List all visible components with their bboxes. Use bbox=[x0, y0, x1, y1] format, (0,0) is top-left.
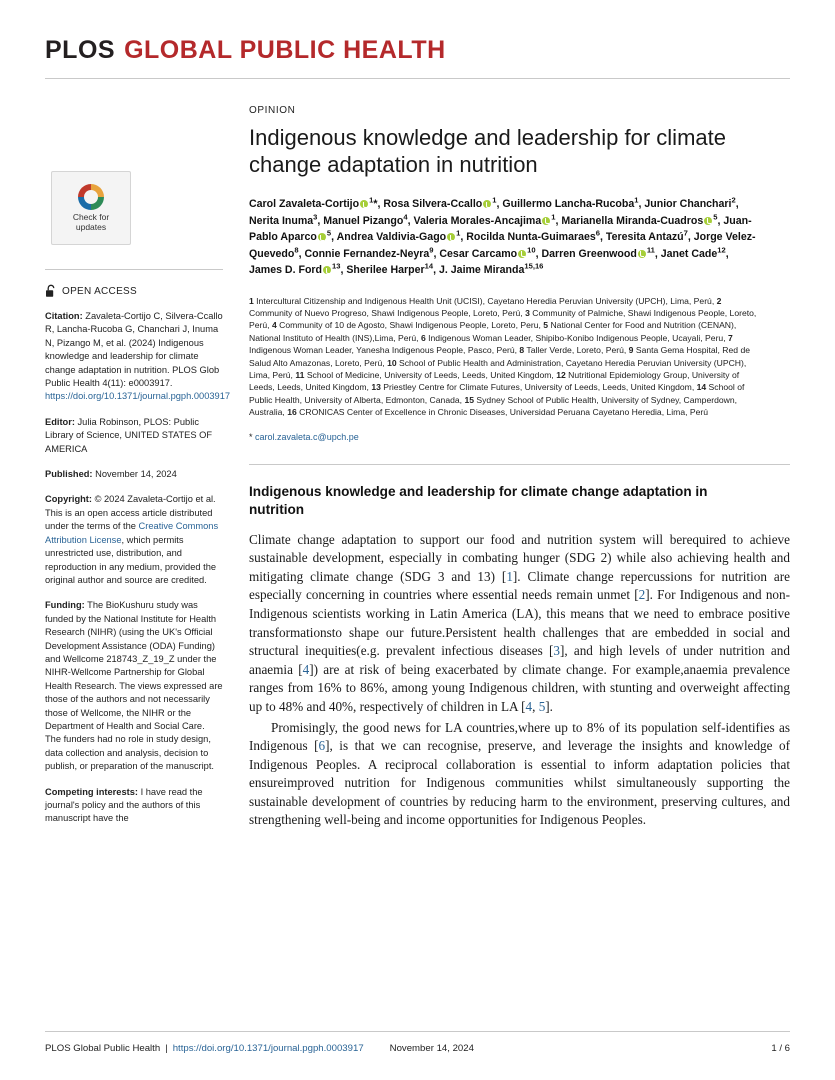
license-link[interactable]: Creative Commons Attribution License bbox=[45, 521, 219, 545]
orcid-icon[interactable] bbox=[318, 233, 326, 241]
funding-block bbox=[45, 599, 223, 773]
author-list: Carol Zavaleta-Cortijo $^1$*, Rosa Silvera-Ccallo $^1$, Guillermo Lancha-Rucoba$^1$, Junior Chanchari$^2$, Nerita Inuma$^3$, Manuel Pizango$^4$, Valeria Morales-Ancajima $^1$, Marianella Miranda-Cuadros $^5$, Juan-Pablo Aparco $^5$, Andrea Valdivia-Gago $^1$, Rocilda Nunta-Guimaraes$^6$, Teresita Antazú$^7$, Jorge Velez-Quevedo$^8$, Connie Fernandez-Neyra$^9$, Cesar Carcamo $^{10}$, Darren Greenwood $^{11}$, Janet Cade$^{12}$, James D. Ford $^{13}$, Sherilee Harper$^{14}$, J. Jaime Miranda$^{15,16}$ bbox=[249, 195, 756, 276]
orcid-icon[interactable] bbox=[323, 266, 331, 274]
footer-doi-link[interactable]: https://doi.org/10.1371/journal.pgph.0003917 bbox=[172, 1043, 364, 1054]
crossmark-icon bbox=[78, 184, 104, 210]
masthead-plos: PLOS bbox=[45, 36, 116, 64]
paragraph-1: Climate change adaptation to support our food and nutrition system will berequired to achieve sustainable development, especially in combating hunger (SDG 2) while also achieving health and mitigating climate change (SDG 3 and 13) [1]. Climate change repercussions for nutrition are especially concerning in countries where essential needs remain unmet [2]. For Indigenous and non-Indigenous scientists working in Latin America (LA), this means that we need to embrace positive transformationsto shape our future.Persistent health challenges that are embedded in social and structural inequities(e.g. prevalent infectious diseases [3], and high levels of under nutrition and anaemia [4]) are at risk of being exacerbated by climate change. For example,anaemia prevalence ranges from 16% to 86%, among young Indigenous children, with stunting and overweight affecting up to 48% and 40%, respectively of children in LA [4, 5]. bbox=[249, 531, 790, 714]
editor-text: Julia Robinson, PLOS: Public Library of Science, UNITED STATES OF AMERICA bbox=[45, 416, 213, 454]
orcid-icon[interactable] bbox=[638, 250, 646, 258]
check-for-updates-badge[interactable] bbox=[51, 171, 131, 245]
page-footer bbox=[45, 1043, 790, 1054]
open-access-banner bbox=[45, 284, 223, 298]
orcid-icon[interactable] bbox=[483, 200, 491, 208]
orcid-icon[interactable] bbox=[518, 250, 526, 258]
orcid-icon[interactable] bbox=[360, 200, 368, 208]
section-heading: Indigenous knowledge and leadership for climate change adaptation in nutrition bbox=[249, 483, 708, 517]
page-title: Indigenous knowledge and leadership for climate change adaptation in nutrition bbox=[249, 125, 726, 177]
badge-line2: updates bbox=[75, 222, 107, 232]
page-body bbox=[45, 105, 790, 830]
orcid-icon[interactable] bbox=[447, 233, 455, 241]
published-text: November 14, 2024 bbox=[92, 469, 177, 480]
article-type-label: OPINION bbox=[249, 105, 296, 116]
reference-link[interactable]: 4 bbox=[525, 698, 533, 714]
reference-link[interactable]: 5 bbox=[538, 698, 546, 714]
article-divider bbox=[249, 464, 790, 465]
copyright-label: Copyright: bbox=[45, 494, 92, 505]
orcid-icon[interactable] bbox=[542, 217, 550, 225]
reference-link[interactable]: 3 bbox=[553, 643, 560, 659]
copyright-text-post: , which permits unrestricted use, distribution, and reproduction in any medium, provided the original author and source are credited. bbox=[45, 534, 217, 585]
citation-text: Zavaleta-Cortijo C, Silvera-Ccallo R, Lancha-Rucoba G, Chanchari J, Inuma N, Pizango M, et al. (2024) Indigenous knowledge and leadership for climate change adaptation in nutrition. PLOS Glob Public Health 4(11): e0003917. bbox=[45, 311, 223, 389]
article-body bbox=[249, 531, 790, 831]
copyright-text-pre: © 2024 Zavaleta-Cortijo et al. This is an open access article distributed under the terms of the bbox=[45, 494, 216, 532]
reference-link[interactable]: 1 bbox=[506, 568, 513, 584]
footer-date: November 14, 2024 bbox=[389, 1043, 474, 1054]
editor-label: Editor: bbox=[45, 416, 75, 427]
corresponding-author bbox=[249, 432, 790, 442]
sidebar-column bbox=[45, 105, 241, 830]
citation-block bbox=[45, 310, 231, 404]
article-column bbox=[241, 105, 790, 830]
lock-open-icon bbox=[45, 284, 57, 298]
footer-page-number: 1 / 6 bbox=[771, 1043, 790, 1054]
badge-line1: Check for bbox=[72, 212, 110, 222]
footer-divider bbox=[45, 1031, 790, 1032]
competing-interests-block bbox=[45, 786, 223, 826]
citation-doi-link[interactable]: https://doi.org/10.1371/journal.pgph.0003917 bbox=[45, 391, 231, 402]
affiliations-list: 1 Intercultural Citizenship and Indigenous Health Unit (UCISI), Cayetano Heredia Peruvian University (UPCH), Lima, Perú, 2 Community of Nuevo Progreso, Shawi Indigenous People, Loreto, Perú, 3 Community of Palmiche, Shawi Indigenous People, Loreto, Perú, 4 Community of 10 de Agosto, Shawi Indigenous People, Loreto, Peru, 5 National Center for Food and Nutrition (CENAN), National Instituto of Health (INS),Lima, Perú, 6 Indigenous Woman Leader, Shipibo-Konibo Indigenous People, Ucayali, Peru, 7 Indigenous Woman Leader, Yanesha Indigenous People, Pasco, Perú, 8 Taller Verde, Loreto, Perú, 9 Santa Gema Hospital, Red de Salud Alto Amazonas, Loreto, Perú, 10 School of Public Health and Administration, Cayetano Heredia Peruvian University (UPCH), Lima, Perú, 11 School of Medicine, University of Leeds, Leeds, United Kingdom, 12 Nutritional Epidemiology Group, University of Leeds, Leeds, United Kingdom, 13 Priestley Centre for Climate Futures, University of Leeds, Leeds, United Kingdom, 14 School of Public Health, University of Alberta, Edmonton, Canada, 15 Sydney School of Public Health, University of Sydney, Camperdown, Australia, 16 CRONICAS Center of Excellence in Chronic Diseases, Universidad Peruana Cayetano Heredia, Lima, Perú bbox=[249, 295, 757, 418]
published-label: Published: bbox=[45, 469, 93, 480]
competing-interests-text: I have read the journal's policy and the authors of this manuscript have the bbox=[45, 786, 203, 824]
funding-label: Funding: bbox=[45, 600, 85, 611]
reference-link[interactable]: 6 bbox=[318, 738, 326, 754]
reference-link[interactable]: 2 bbox=[638, 587, 646, 603]
published-block bbox=[45, 468, 223, 481]
masthead-journal-name: GLOBAL PUBLIC HEALTH bbox=[124, 36, 446, 64]
reference-link[interactable]: 4 bbox=[302, 661, 310, 677]
corresponding-marker: * bbox=[249, 431, 253, 442]
competing-interests-label: Competing interests: bbox=[45, 786, 138, 797]
orcid-icon[interactable] bbox=[704, 217, 712, 225]
footer-separator: | bbox=[165, 1043, 168, 1054]
footer-journal: PLOS Global Public Health bbox=[45, 1043, 161, 1054]
editor-block bbox=[45, 416, 223, 456]
masthead-divider bbox=[45, 78, 790, 79]
paragraph-2: Promisingly, the good news for LA countries,where up to 8% of its population self-identifies as Indigenous [6], is that we can recognise, preserve, and leverage the insights and knowledge of Indigenous Peoples. A reciprocal collaboration is essential to inform adaptation policies that ensureimproved nutrition for Indigenous communities whilst simultaneously supporting the sustainable development of countries by reducing harm to the environment, preserving cultures, and strengthening well-being and income opportunities for Indigenous Peoples. bbox=[249, 719, 790, 828]
citation-label: Citation: bbox=[45, 311, 83, 321]
journal-masthead bbox=[45, 0, 790, 65]
copyright-block bbox=[45, 493, 223, 587]
corresponding-email-link[interactable]: carol.zavaleta.c@upch.pe bbox=[255, 431, 359, 442]
funding-text: The BioKushuru study was funded by the National Institute for Health Research (NIHR) (using the UK's Official Development Assistance (ODA) Funding) and Wellcome 218743_Z_19_Z under the NIHR-Wellcome Partnership for Global Health Research. The views expressed are those of the authors and not necessarily those of Wellcome, the NIHR or the Department of Health and Social Care. The funders had no role in study design, data collection and analysis, decision to publish, or preparation of the manuscript. bbox=[45, 600, 223, 772]
open-access-label: OPEN ACCESS bbox=[62, 285, 137, 297]
sidebar-divider bbox=[45, 269, 223, 270]
